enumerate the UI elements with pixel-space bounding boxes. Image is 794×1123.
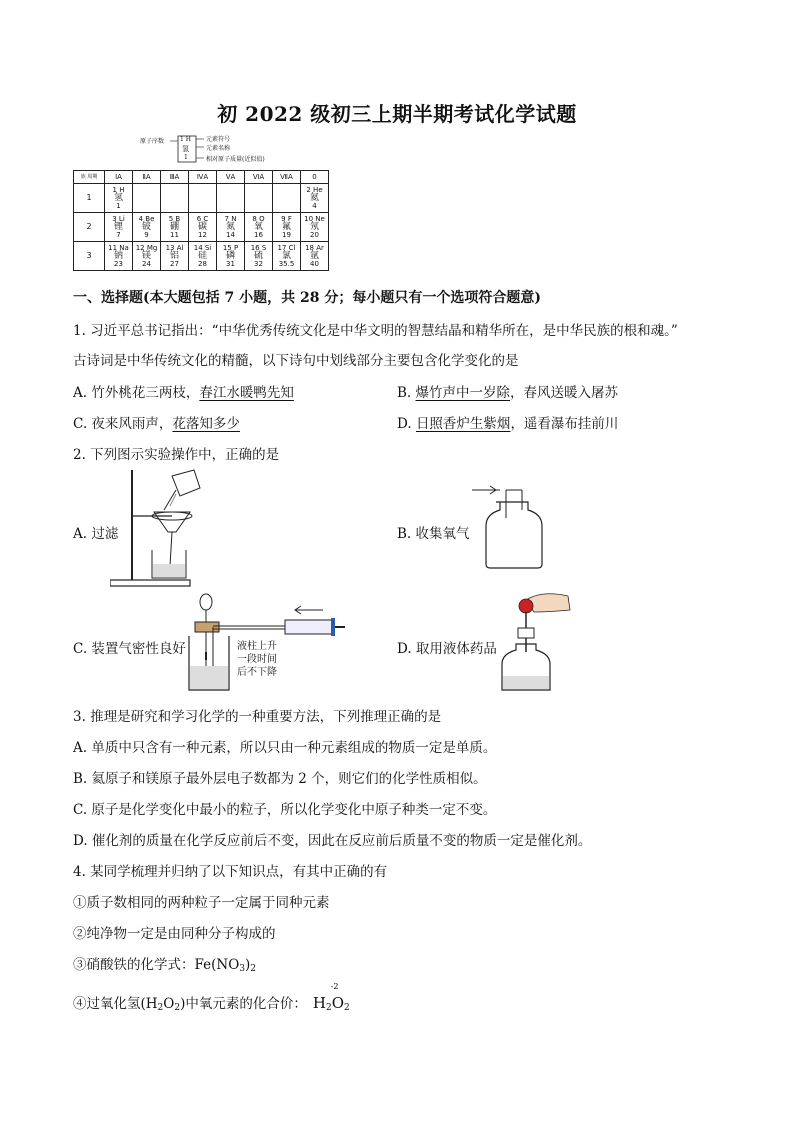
element-mass: 24 xyxy=(142,260,151,268)
legend-sample-name: 氢 xyxy=(182,145,189,153)
element-name: 氢 xyxy=(113,193,123,203)
element-cell xyxy=(189,213,217,242)
q1-d-prefix: D. xyxy=(397,416,416,432)
element-name: 硼 xyxy=(169,222,179,232)
element-mass: 31 xyxy=(226,260,235,268)
element-mass: 12 xyxy=(198,231,207,239)
element-cell xyxy=(301,213,329,242)
element-mass: 4 xyxy=(312,202,317,210)
period-row xyxy=(74,242,329,271)
element-cell xyxy=(105,213,133,242)
q1-stem-line1: 1. 习近平总书记指出：“中华优秀传统文化是中华文明的智慧结晶和精华所在，是中华民族的根和魂。” xyxy=(73,323,678,339)
q1-b-prefix: B. xyxy=(397,385,416,401)
q1-d-text: ，遥看瀑布挂前川 xyxy=(510,416,619,432)
element-name: 氯 xyxy=(281,251,291,261)
q4-item-2: ②纯净物一定是由同种分子构成的 xyxy=(73,926,276,942)
legend-number: 原子序数 xyxy=(140,138,165,145)
valence-mark: -2 xyxy=(330,982,339,991)
q3-option-d: D. 催化剂的质量在化学反应前后不变，因此在反应前后质量不变的物质一定是催化剂。 xyxy=(73,833,592,849)
element-top: 8 O xyxy=(252,215,265,223)
q4-item-3 xyxy=(73,953,256,974)
element-mass: 32 xyxy=(254,260,263,268)
section-heading: 一、选择题(本大题包括 7 小题，共 28 分；每小题只有一个选项符合题意) xyxy=(73,290,541,306)
q2-option-d: D. 取用液体药品 xyxy=(397,641,497,657)
q1-a-text: A. 竹外桃花三两枝， xyxy=(73,385,200,401)
q4-4-text: ④过氧化氢(H xyxy=(73,996,158,1012)
formula-o: O xyxy=(331,994,345,1012)
note-line: 一段时间 xyxy=(237,654,277,665)
element-name: 氟 xyxy=(281,222,291,232)
q4-3-paren: ) xyxy=(245,957,251,973)
periodic-legend xyxy=(140,134,300,166)
element-mass: 27 xyxy=(170,260,179,268)
period-number: 3 xyxy=(74,242,105,271)
group-header: ⅥA xyxy=(245,171,273,184)
element-name: 锂 xyxy=(113,222,123,232)
airtightness-note xyxy=(237,640,277,679)
element-mass: 9 xyxy=(144,231,149,239)
subscript: 2 xyxy=(250,964,257,974)
dropper-figure xyxy=(498,590,578,694)
q4-3-text: ③硝酸铁的化学式：Fe(NO xyxy=(73,957,240,973)
q1-option-d xyxy=(397,412,618,432)
subscript: 2 xyxy=(157,1003,164,1013)
element-mass: 35.5 xyxy=(278,260,295,268)
q1-a-underlined: 春江水暖鸭先知 xyxy=(199,385,294,401)
element-name: 硅 xyxy=(197,251,207,261)
formula-h: H xyxy=(312,994,326,1012)
group-header: 0 xyxy=(301,171,329,184)
q4-item-1: ①质子数相同的两种粒子一定属于同种元素 xyxy=(73,895,330,911)
q1-stem-line2: 古诗词是中华传统文化的精髓，以下诗句中划线部分主要包含化学变化的是 xyxy=(73,353,519,369)
element-name: 氩 xyxy=(309,251,319,261)
table-corner: 族 周期 xyxy=(74,171,105,184)
element-mass: 1 xyxy=(116,202,121,210)
element-cell xyxy=(273,184,301,213)
q1-d-underlined: 日照香炉生紫烟 xyxy=(415,416,511,432)
subscript: 3 xyxy=(239,964,245,974)
page-title: 初 2022 级初三上期半期考试化学试题 xyxy=(217,102,577,126)
element-cell xyxy=(273,242,301,271)
element-cell xyxy=(189,242,217,271)
legend-name: 元素名称 xyxy=(206,145,231,152)
q4-stem: 4. 某同学梳理并归纳了以下知识点，有其中正确的有 xyxy=(73,864,388,880)
element-name: 镁 xyxy=(141,251,151,261)
element-top: 15 P xyxy=(222,244,239,252)
element-top: 7 N xyxy=(224,215,237,223)
element-cell xyxy=(301,184,329,213)
note-line: 后不下降 xyxy=(237,667,277,678)
element-name: 氦 xyxy=(309,193,319,203)
element-name: 氧 xyxy=(253,222,263,232)
element-cell xyxy=(189,184,217,213)
element-name: 磷 xyxy=(225,251,235,261)
legend-sample-symbol: 1 H xyxy=(180,136,191,143)
element-cell xyxy=(133,184,161,213)
element-top: 13 Al xyxy=(165,244,184,252)
element-mass: 28 xyxy=(198,260,207,268)
element-cell xyxy=(217,213,245,242)
element-name: 铍 xyxy=(141,222,151,232)
q2-option-c: C. 装置气密性良好 xyxy=(73,641,186,657)
element-top: 10 Ne xyxy=(304,215,325,223)
element-cell xyxy=(133,213,161,242)
q2-option-b: B. 收集氧气 xyxy=(397,526,470,542)
element-cell xyxy=(273,213,301,242)
q1-option-c xyxy=(73,412,240,432)
subscript: 2 xyxy=(174,1003,181,1013)
element-top: 14 Si xyxy=(193,244,212,252)
group-header: ⅦA xyxy=(273,171,301,184)
element-cell xyxy=(217,184,245,213)
element-top: 2 He xyxy=(306,186,323,194)
q1-b-underlined: 爆竹声中一岁除 xyxy=(415,385,511,401)
group-header: ⅡA xyxy=(133,171,161,184)
element-mass: 40 xyxy=(310,260,319,268)
element-mass: 23 xyxy=(114,260,123,268)
element-top: 16 S xyxy=(250,244,267,252)
element-cell xyxy=(245,213,273,242)
element-cell xyxy=(161,213,189,242)
element-cell xyxy=(133,242,161,271)
element-cell xyxy=(245,242,273,271)
q4-4-text2: )中氧元素的化合价： xyxy=(180,996,307,1012)
element-top: 4 Be xyxy=(138,215,155,223)
q2-option-a: A. 过滤 xyxy=(73,526,119,542)
element-cell xyxy=(161,184,189,213)
group-header: ⅤA xyxy=(217,171,245,184)
element-top: 12 Mg xyxy=(135,244,158,252)
element-top: 18 Ar xyxy=(305,244,324,252)
q3-option-c: C. 原子是化学变化中最小的粒子，所以化学变化中原子种类一定不变。 xyxy=(73,802,497,818)
element-name: 氮 xyxy=(225,222,235,232)
subscript: 2 xyxy=(325,1003,332,1013)
q3-stem: 3. 推理是研究和学习化学的一种重要方法，下列推理正确的是 xyxy=(73,709,442,725)
period-number: 1 xyxy=(74,184,105,213)
element-mass: 14 xyxy=(226,231,235,239)
element-name: 碳 xyxy=(197,222,207,232)
period-number: 2 xyxy=(74,213,105,242)
element-name: 铝 xyxy=(169,251,179,261)
periodic-table xyxy=(73,170,329,271)
element-top: 11 Na xyxy=(108,244,129,252)
q3-option-a: A. 单质中只含有一种元素，所以只由一种元素组成的物质一定是单质。 xyxy=(73,740,497,756)
q4-4-o: O xyxy=(163,996,175,1012)
q1-c-text: C. 夜来风雨声， xyxy=(73,416,173,432)
group-header: ⅢA xyxy=(161,171,189,184)
element-top: 17 Cl xyxy=(277,244,296,252)
note-line: 液柱上升 xyxy=(237,641,277,652)
element-name: 氖 xyxy=(309,222,319,232)
q4-item-4 xyxy=(73,982,350,1013)
element-top: 6 C xyxy=(196,215,209,223)
element-cell xyxy=(161,242,189,271)
group-header: ⅣA xyxy=(189,171,217,184)
element-name: 硫 xyxy=(253,251,263,261)
element-top: 9 F xyxy=(281,215,292,223)
element-mass: 19 xyxy=(282,231,291,239)
q1-c-underlined: 花落知多少 xyxy=(172,416,240,432)
q1-option-a xyxy=(73,381,294,401)
group-header: ⅠA xyxy=(105,171,133,184)
q1-option-b xyxy=(397,381,618,401)
element-mass: 20 xyxy=(310,231,319,239)
element-name: 钠 xyxy=(113,251,123,261)
element-mass: 7 xyxy=(116,231,121,239)
q3-option-b: B. 氦原子和镁原子最外层电子数都为 2 个，则它们的化学性质相似。 xyxy=(73,771,487,787)
element-top: 3 Li xyxy=(112,215,125,223)
legend-symbol: 元素符号 xyxy=(206,136,231,143)
element-cell xyxy=(105,184,133,213)
gas-bottle-figure xyxy=(470,480,550,570)
h2o2-formula xyxy=(312,982,350,1013)
period-row xyxy=(74,213,329,242)
element-cell xyxy=(217,242,245,271)
period-row xyxy=(74,184,329,213)
legend-mass: 相对原子质量(近似值) xyxy=(206,156,265,163)
filtration-figure xyxy=(110,468,210,590)
subscript: 2 xyxy=(344,1003,350,1013)
element-cell xyxy=(245,184,273,213)
q2-stem: 2. 下列图示实验操作中，正确的是 xyxy=(73,447,280,463)
element-cell xyxy=(105,242,133,271)
element-mass: 16 xyxy=(254,231,263,239)
element-top: 1 H xyxy=(112,186,125,194)
legend-sample-mass: 1 xyxy=(184,154,188,161)
table-header-row xyxy=(74,171,329,184)
element-cell xyxy=(301,242,329,271)
element-top: 5 B xyxy=(168,215,181,223)
element-mass: 11 xyxy=(170,231,179,239)
q1-b-text: ，春风送暖入屠苏 xyxy=(510,385,619,401)
